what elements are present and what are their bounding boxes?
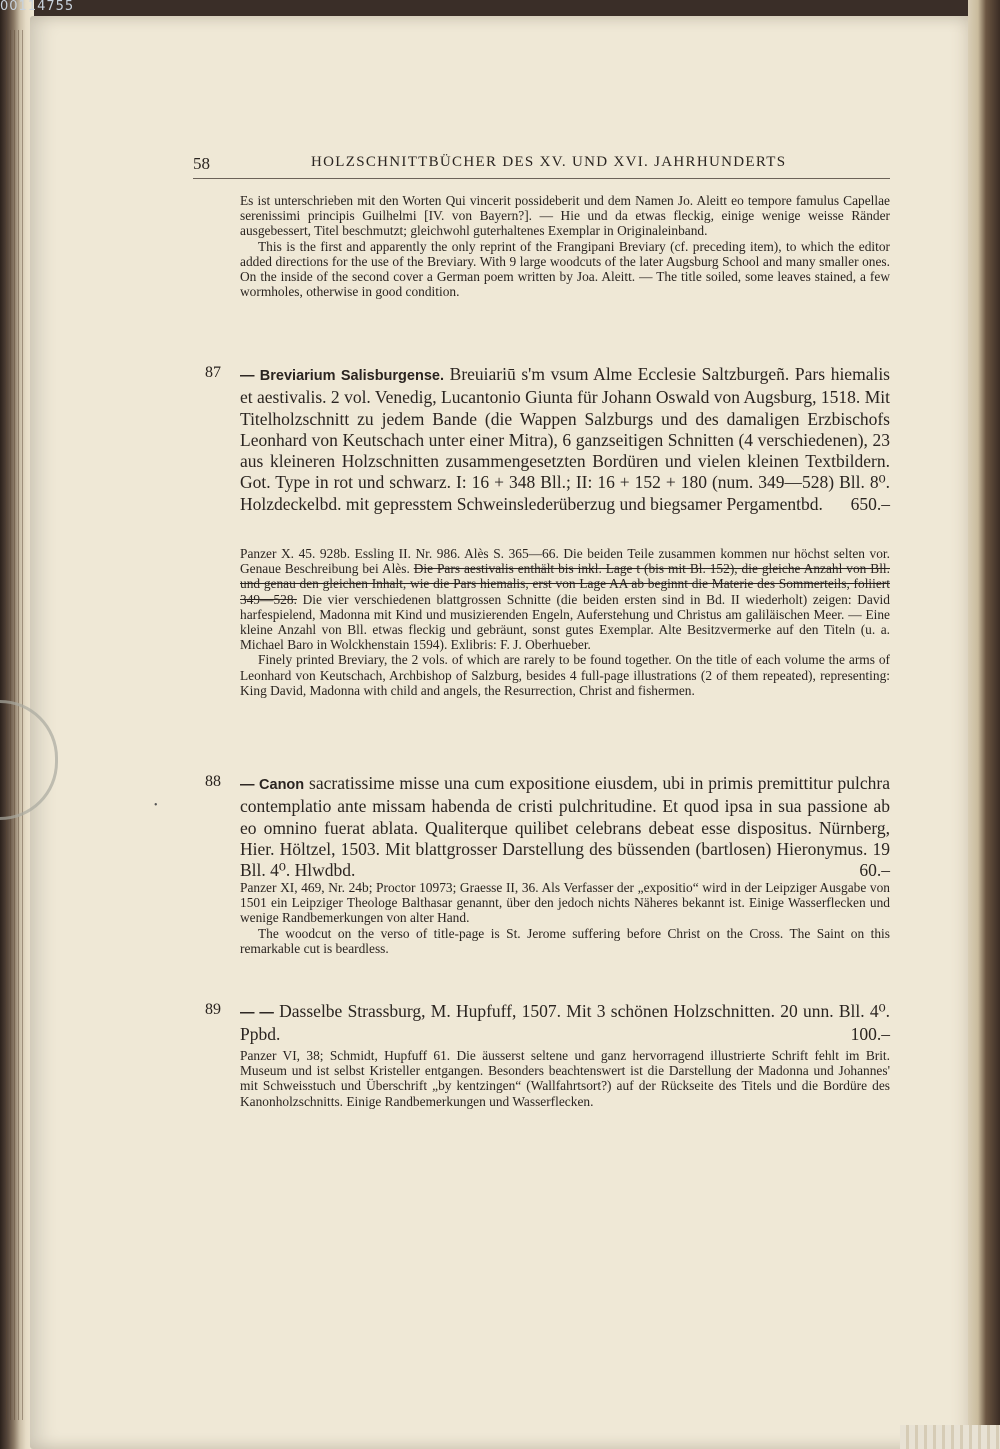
entry-88-notes [240, 880, 890, 956]
scan-label: 00114755 [0, 0, 75, 14]
entry-number: 87 [205, 364, 221, 381]
intro-notes [240, 193, 890, 299]
struck-text: Die Pars aestivalis enthält bis inkl. Lage t (bis mit Bl. 152), die gleiche Anzahl von Bll. und genau den gleichen Inhalt, wie die Pars hiemalis, erst von Lage AA ab beginnt die Materie des Sommerteils, foliiert 349—528. [240, 561, 890, 607]
entry-main [240, 1001, 890, 1046]
entry-title: — Canon [240, 777, 305, 793]
entry-number: 88 [205, 773, 221, 790]
entry-price: 650.– [850, 493, 890, 514]
entry-title: — — [240, 1005, 274, 1021]
entry-body: Breuiariū s'm vsum Alme Ecclesie Saltzburgeñ. Pars hiemalis et aestivalis. 2 vol. Venedig, Lucantonio Giunta für Johann Oswald von Augsburg, 1518. Mit Titelholzschnitt zu jedem Bande (die Wappen Salzburgs und des damaligen Erzbischofs Leonhard von Keutschach unter einer Mitra), 6 ganzseitigen Schnitten (4 verschiedenen), 23 aus kleineren Holzschnitten zusammengesetzten Bordüren und vielen kleinen Textbildern. Got. Type in rot und schwarz. I: 16 + 348 Bll.; II: 16 + 152 + 180 (num. 349—528) Bll. 8⁰. Holzdeckelbd. mit gepresstem Schweinslederüberzug und biegsamer Pergamentbd. [240, 364, 890, 514]
entry-body: Dasselbe Strassburg, M. Hupfuff, 1507. Mit 3 schönen Holzschnitten. 20 unn. Bll. 4⁰. Ppbd. [240, 1001, 890, 1045]
note-english: Finely printed Breviary, the 2 vols. of which are rarely to be found together. On the title of each volume the arms of Leonhard von Keutschach, Archbishop of Salzburg, besides 4 full-page illustrations (2 of them repeated), representing: King David, Madonna with child and angels, the Resurrection, Christ and fishermen. [240, 652, 890, 698]
entry-89-notes [240, 1048, 890, 1109]
intro-german: Es ist unterschrieben mit den Worten Qui vincerit possideberit und dem Namen Jo. Aleitt eo tempore famulus Capellae serenissimi principis Guilhelmi [IV. von Bayern?]. — Hie und da etwas fleckig, einige wenige weisse Ränder ausgebessert, Titel beschmutzt; gleichwohl guterhaltenes Exemplar in Originaleinband. [240, 193, 890, 239]
note-german: Panzer VI, 38; Schmidt, Hupfuff 61. Die äusserst seltene und ganz hervorragend illustrierte Schrift fehlt im Brit. Museum und ist selbst Kristeller entgangen. Besonders beachtenswert ist die Darstellung der Madonna und Johannes' mit Schweisstuch und Überschrift „by kentzingen“ (Wallfahrtsort?) auf der Rückseite des Titels und die Bordüre des Kanonholzschnitts. Einige Randbemerkungen und Wasserflecken. [240, 1048, 890, 1109]
entry-body: sacratissime misse una cum expositione eiusdem, ubi in primis premittitur pulchra contemplatio ante missam habenda de cristi pulchritudine. Et quod ipsa in sua passione ab eo omnino fuerat ablata. Qualiterque quilibet celebrans debeat esse dispositus. Nürnberg, Hier. Höltzel, 1503. Mit blattgrosser Darstellung des büssenden (bartlosen) Hieronymus. 19 Bll. 4⁰. Hlwdbd. [240, 773, 890, 881]
margin-dot: • [154, 800, 158, 811]
note-ref: Panzer X. 45. 928b. Essling II. Nr. 986. Alès S. 365—66. Die beiden Teile zusammen kommen nur höchst selten vor. Genaue Beschreibung bei Alès. [240, 546, 890, 577]
entry-price: 60.– [859, 860, 890, 881]
entry-price: 100.– [850, 1024, 890, 1045]
running-title: HOLZSCHNITTBÜCHER DES XV. UND XVI. JAHRHUNDERTS [311, 154, 787, 170]
note-desc: Die vier verschiedenen blattgrossen Schnitte (die beiden ersten sind in Bd. II wiederholt) zeigen: David harfespielend, Madonna mit Kind und musizierenden Engeln, Auferstehung und Christus am galiläischen Meer. — Eine kleine Anzahl von Bll. etwas fleckig und gebräunt, sonst gutes Exemplar. Alte Besitzvermerke auf den Titeln (u. a. Michael Baro in Wolckhenstain 1594). Exlibris: F. J. Oberhueber. [240, 591, 890, 653]
note-english: The woodcut on the verso of title-page is St. Jerome suffering before Christ on the Cross. The Saint on this remarkable cut is beardless. [240, 925, 890, 956]
page-header [193, 152, 890, 179]
note-german [240, 546, 890, 652]
entry-87-notes [240, 546, 890, 698]
entry-main [240, 773, 890, 881]
scan-color-strip [900, 1425, 1000, 1449]
page-number: 58 [193, 154, 210, 173]
note-german: Panzer XI, 469, Nr. 24b; Proctor 10973; Graesse II, 36. Als Verfasser der „expositio“ wird in der Leipziger Ausgabe von 1501 ein Leipziger Theologe Balthasar genannt, über den jedoch nichts Näheres bekannt ist. Einige Wasserflecken und wenige Randbemerkungen von alter Hand. [240, 880, 890, 926]
entry-main [240, 364, 890, 515]
entry-title: — Breviarium Salisburgense. [240, 368, 444, 384]
book-cover-edge [968, 0, 1000, 1449]
entry-number: 89 [205, 1001, 221, 1018]
intro-english: This is the first and apparently the only reprint of the Frangipani Breviary (cf. preceding item), to which the editor added directions for the use of the Breviary. With 9 large woodcuts of the later Augsburg School and many smaller ones. On the inside of the second cover a German poem written by Joa. Aleitt. — The title soiled, some leaves stained, a few wormholes, otherwise in good condition. [240, 238, 890, 300]
